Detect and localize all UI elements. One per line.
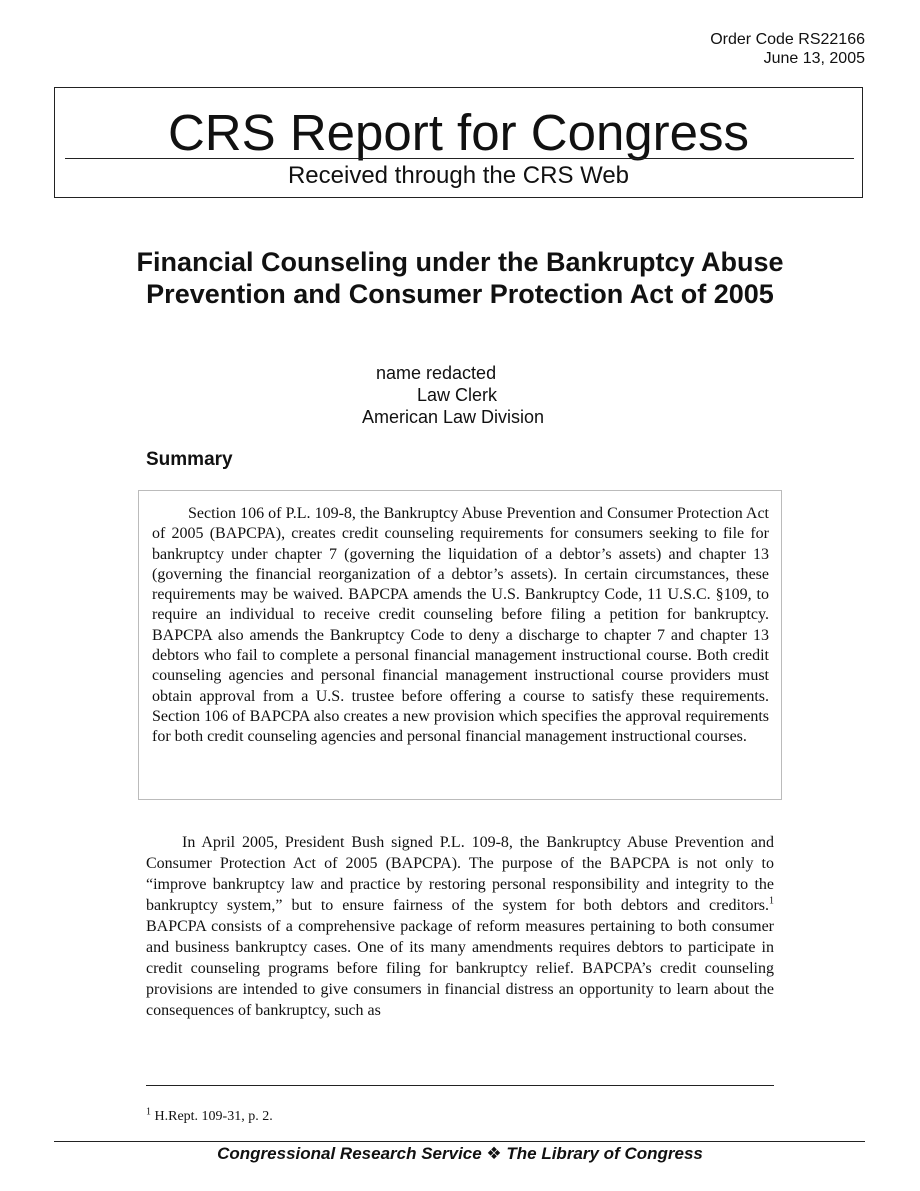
banner-subtitle: Received through the CRS Web bbox=[287, 162, 630, 189]
report-banner bbox=[54, 87, 863, 198]
summary-heading: Summary bbox=[146, 449, 233, 470]
order-code: Order Code RS22166 bbox=[710, 31, 865, 48]
footnote-divider bbox=[146, 1085, 774, 1086]
footnote-text: H.Rept. 109-31, p. 2. bbox=[151, 1109, 273, 1124]
summary-text: Section 106 of P.L. 109-8, the Bankruptcy Abuse Prevention and Consumer Protection Act of 2005 (BAPCPA), creates credit counseling requirements for consumers seeking to file for bankruptcy under chapter 7 (governing the liquidation of a debtor’s assets) and chapter 13 (governing the financial reorganization of a debtor’s assets). In certain circumstances, these requirements may be waived. BAPCPA amends the U.S. Bankruptcy Code, 11 U.S.C. §109, to require an individual to receive credit counseling before filing a petition for bankruptcy. BAPCPA also amends the Bankruptcy Code to deny a discharge to chapter 7 and chapter 13 debtors who fail to complete a personal financial management instructional course. Both credit counseling agencies and personal financial management instructional course providers must obtain approval from a U.S. trustee before offering a course to satisfy these requirements. Section 106 of BAPCPA also creates a new provision which specifies the approval requirements for both credit counseling agencies and personal financial management instructional courses. bbox=[152, 505, 769, 746]
banner-title: CRS Report for Congress bbox=[167, 104, 750, 161]
footnote-number: 1 bbox=[146, 1106, 151, 1118]
body-text-part2: BAPCPA consists of a comprehensive package of reform measures pertaining to both consumer and business bankruptcy cases. One of its many amendments requires debtors to participate in credit counseling programs before filing for bankruptcy relief. BAPCPA’s credit counseling provisions are intended to give consumers in financial distress an opportunity to learn about the consequences of bankruptcy, such as bbox=[146, 918, 774, 1019]
footnote-reference[interactable]: 1 bbox=[769, 895, 774, 907]
body-paragraph bbox=[146, 832, 774, 1021]
author-division: American Law Division bbox=[362, 407, 545, 427]
author-name: name redacted bbox=[376, 363, 497, 383]
banner-divider bbox=[65, 158, 854, 159]
footnote bbox=[146, 1108, 273, 1126]
page-footer: Congressional Research Service ❖ The Library of Congress bbox=[217, 1144, 703, 1163]
footer-divider bbox=[54, 1141, 865, 1142]
order-info bbox=[710, 30, 865, 68]
summary-box bbox=[138, 490, 782, 800]
author-role: Law Clerk bbox=[417, 385, 498, 405]
report-date: June 13, 2005 bbox=[763, 50, 865, 67]
document-title: Financial Counseling under the Bankruptcy Abuse Prevention and Consumer Protection Act of 2005 bbox=[136, 247, 784, 309]
body-text-part1: In April 2005, President Bush signed P.L. 109-8, the Bankruptcy Abuse Prevention and Consumer Protection Act of 2005 (BAPCPA). The purpose of the BAPCPA is not only to “improve bankruptcy law and practice by restoring personal responsibility and integrity to the bankruptcy system,” but to ensure fairness of the system for both debtors and creditors. bbox=[146, 834, 774, 914]
